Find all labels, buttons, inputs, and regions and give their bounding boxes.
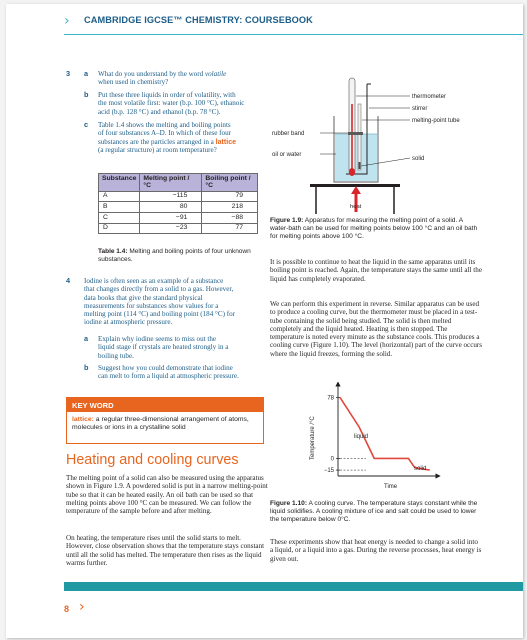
caption-label: Table 1.4: — [98, 248, 128, 255]
figure-1-10-cooling-curve — [306, 382, 446, 492]
table-cell: 79 — [202, 191, 258, 202]
key-word-term: lattice: — [72, 416, 94, 423]
text-line: of four substances A–D. In which of these four — [98, 129, 231, 138]
text-line: liquid stage if crystals are heated strongly in a — [98, 343, 229, 352]
key-word-box — [66, 397, 264, 444]
header-rule — [64, 34, 523, 35]
text-line: acid (b.p. 128 °C) and ethanol (b.p. 78 °C). — [98, 107, 221, 116]
x-axis-label: Time — [384, 484, 398, 490]
caption-label: Figure 1.9: — [270, 217, 304, 224]
key-word-header: KEY WORD — [67, 398, 263, 412]
book-title: CAMBRIDGE IGCSE™ CHEMISTRY: COURSEBOOK — [84, 15, 313, 25]
text-line: that changes directly from a solid to a gas. However, — [84, 285, 234, 294]
table-cell: 218 — [202, 202, 258, 213]
text-line: can melt to form a liquid at atmospheric pressure. — [98, 372, 239, 381]
table-cell: −23 — [140, 223, 202, 234]
body-paragraph: These experiments show that heat energy is needed to change a solid into a liquid, or a liquid into a gas. During the reverse processes, heat energy is given out. — [270, 538, 482, 563]
text-line: iodine at atmospheric pressure. — [84, 318, 173, 327]
table-row — [99, 202, 258, 213]
section-heading: Heating and cooling curves — [66, 452, 239, 468]
y-axis-label: Temperature /°C — [310, 416, 316, 460]
column-header: Boiling point / °C — [202, 174, 258, 192]
figure-1-10-caption — [270, 500, 480, 524]
rubber-band — [348, 132, 363, 135]
question-letter: a — [84, 69, 89, 78]
footer-bar — [64, 582, 523, 591]
text-line: when used in chemistry? — [98, 78, 169, 87]
table-cell: −91 — [140, 213, 202, 224]
caption-text: A cooling curve. The temperature stays constant while the liquid solidifies. A cooling mixture of ice and salt could be used to lower the temperature below 0°C. — [270, 500, 478, 524]
page-number: 8 — [64, 604, 70, 614]
table-caption — [98, 248, 263, 264]
annotation-liquid: liquid — [354, 434, 369, 440]
definition-text: a regular three-dimensional arrangement of atoms, molecules or ions in a crystalline solid — [72, 416, 249, 432]
table-row — [99, 213, 258, 224]
melting-point-tube — [358, 104, 361, 170]
question-letter: b — [84, 90, 89, 99]
question-number: 4 — [66, 276, 71, 285]
label-stirrer: stirrer — [412, 106, 428, 112]
y-tick-label: 0 — [330, 456, 334, 463]
caption-text: Melting and boiling points of four unknown substances. — [98, 248, 251, 263]
text-line: data books that give the standard physical — [84, 293, 203, 302]
heat-arrow-head — [351, 186, 361, 194]
text-line: melting point (114 °C) and boiling point (184 °C) for — [84, 310, 236, 319]
table-cell: C — [99, 213, 140, 224]
y-tick-label: 78 — [327, 395, 334, 402]
table-cell: −115 — [140, 191, 202, 202]
solid-sample — [359, 162, 361, 169]
body-paragraph: We can perform this experiment in reverse. Similar apparatus can be used to produce a cooling curve, but the thermometer must be placed in a test-tube containing the solid being studied. The solid is then melted completely and the liquid heated. Heating is then stopped. The temperature is noted every minute as the substance cools. This produces a cooling curve (Figure 1.10). The level (horizontal) part of the curve occurs where the liquid freezes, forming the solid. — [270, 300, 483, 358]
question-letter: b — [84, 363, 89, 372]
question-4a-text — [98, 335, 228, 360]
table-cell: B — [99, 202, 140, 213]
caption-text: Apparatus for measuring the melting point of a solid. A water-bath can be used for melting points below 100 °C and an oil bath for melting points above 100 °C. — [270, 217, 478, 241]
text-line: Iodine is often seen as an example of a substance — [84, 277, 224, 285]
label-thermometer: thermometer — [412, 94, 447, 100]
column-header: Melting point / °C — [140, 174, 202, 192]
question-3b-text — [98, 91, 244, 116]
question-4b-text — [98, 364, 239, 381]
text-line: boiling tube. — [98, 351, 134, 360]
text-line: Put these three liquids in order of volatility, with — [98, 91, 236, 99]
table-row — [99, 223, 258, 234]
label-melting-point-tube: melting-point tube — [412, 118, 460, 124]
y-tick-label: −15 — [323, 468, 334, 475]
text-line: Explain why iodine seems to miss out the — [98, 335, 217, 343]
body-paragraph: The melting point of a solid can also be measured using the apparatus shown in Figure 1.9. A powdered solid is put in a narrow melting-point tube so that it can be heated easily. An oil bath can be used so that melting points above 100 °C can be measured. We can follow the temperature of the sample before and after melting. — [66, 474, 268, 516]
text-line: (a regular structure) at room temperature? — [98, 145, 217, 154]
table-cell: D — [99, 223, 140, 234]
table-cell: 77 — [202, 223, 258, 234]
question-3c-text — [98, 121, 236, 154]
table-cell: 80 — [140, 202, 202, 213]
question-4-text — [84, 277, 274, 327]
tripod-top — [310, 184, 400, 187]
label-oil-or-water: oil or water — [272, 152, 302, 158]
figure-1-9-apparatus — [270, 74, 485, 214]
label-solid: solid — [412, 156, 425, 162]
key-word-definition — [72, 416, 258, 433]
question-letter: c — [84, 120, 89, 129]
table-cell: −88 — [202, 213, 258, 224]
text-line: measurements for substances show values for a — [84, 301, 219, 310]
column-header: Substance — [99, 174, 140, 192]
textbook-page — [6, 4, 523, 638]
question-number: 3 — [66, 69, 71, 78]
text-line: Suggest how you could demonstrate that iodine — [98, 364, 233, 372]
table-header-row — [99, 174, 258, 192]
label-heat: heat — [350, 204, 362, 210]
question-3a-text — [98, 70, 226, 87]
chevron-right-icon: › — [64, 13, 70, 29]
table-row — [99, 191, 258, 202]
annotation-solid: solid — [414, 466, 427, 472]
text-line: the most volatile first: water (b.p. 100 °C), ethanoic — [98, 99, 245, 108]
caption-label: Figure 1.10: — [270, 500, 308, 507]
body-paragraph: On heating, the temperature rises until the solid starts to melt. However, close observation shows that the temperature stays constant until all the solid has melted. The temperature then rises as the liquid warms further. — [66, 534, 265, 567]
table-1-4 — [98, 173, 258, 234]
table-cell: A — [99, 191, 140, 202]
italic-term: volatile — [204, 70, 227, 78]
text-line: substances are the particles arranged in a — [98, 137, 216, 146]
figure-1-9-caption — [270, 217, 480, 241]
body-paragraph: It is possible to continue to heat the liquid in the same apparatus until its boiling point is reached. Again, the temperature stays the same until all the liquid has completely evaporated. — [270, 258, 482, 283]
text-line: What do you understand by the word — [98, 70, 205, 78]
text-line: Table 1.4 shows the melting and boiling points — [98, 121, 231, 129]
page-header — [6, 4, 523, 44]
keyword-highlight: lattice — [215, 137, 237, 146]
label-rubber-band: rubber band — [272, 131, 305, 137]
question-letter: a — [84, 334, 89, 343]
chevron-right-icon: › — [79, 599, 85, 615]
